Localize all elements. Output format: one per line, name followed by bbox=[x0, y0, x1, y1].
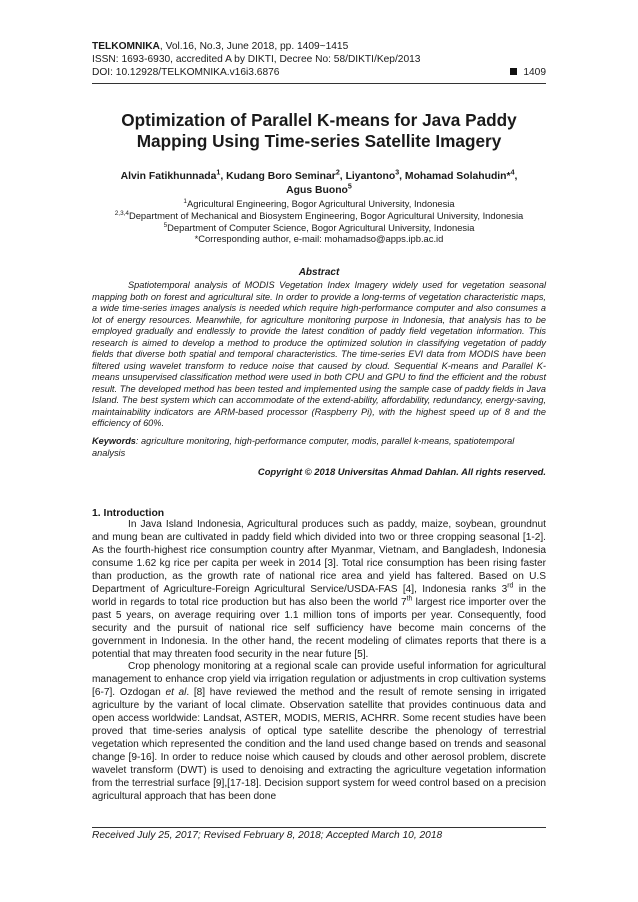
received-dates: Received July 25, 2017; Revised February 8, 2018; Accepted March 10, 2018 bbox=[92, 830, 443, 841]
ordinal-sup: th bbox=[406, 595, 413, 603]
body-text-run: largest rice importer over the past 5 years, on average requiring over 1.1 million tons of imports per year. Consequently, food security and the pursuit of national rice self sufficiency have become main concerns of the government in Indonesia. In the other hand, the recent modeling of climates reports that there is a potential that may threaten food security in the near future [5]. bbox=[92, 596, 546, 660]
author-sup: 1 bbox=[216, 169, 221, 177]
copyright-notice: Copyright © 2018 Universitas Ahmad Dahlan. All rights reserved. bbox=[257, 466, 546, 477]
affiliation-sup: 2,3,4 bbox=[114, 209, 129, 217]
keywords-text: : agriculture monitoring, high-performance computer, modis, parallel k-means, spatiotemporal analysis bbox=[92, 436, 515, 458]
body-paragraph bbox=[92, 519, 546, 661]
corresponding-author: *Corresponding author, e-mail: mohamadso@apps.ipb.ac.id bbox=[194, 233, 444, 245]
abstract-body: Spatiotemporal analysis of MODIS Vegetation Index Imagery widely used for vegetation seasonal mapping both on forest and agricultural site. In order to provide a long-terms of vegetation characteristic maps, a wide time-series images analysis is needed which require high-performance computer and also consumes a lot of energy resources. Meanwhile, for agriculture monitoring purpose in Indonesia, that analysis has to be employed gradually and endlessly to provide the latest condition of paddy field vegetation information. This research is aimed to develop a method to produce the optimized solution in classifying vegetation of paddy fields that diverse both spatial and temporal characteristics. The time-series EVI data from MODIS have been filtered using wavelet transform to reduce noise that caused by cloud. Sequential K-means and Parallel K-means unsupervised classification method were used in both CPU and GPU to find the efficient and the robust result. The developed method has been tested and implemented using the sample case of paddy fields in Java Island. The best system which can accommodate of the extend-ability, affordability, redundancy, energy-saving, maintainability indicators are ARM-based processor (Raspberry Pi), with the highest speed up of 8 and the efficiency of 60%. bbox=[92, 280, 546, 428]
journal-line bbox=[92, 40, 546, 53]
ordinal-sup: rd bbox=[507, 582, 514, 590]
author-sup: 2 bbox=[335, 169, 340, 177]
abstract-heading: Abstract bbox=[298, 267, 340, 278]
affiliation-sup: 5 bbox=[163, 221, 168, 229]
author-name: Alvin Fatikhunnada bbox=[120, 171, 217, 182]
affiliation-text: Agricultural Engineering, Bogor Agricultural University, Indonesia bbox=[186, 198, 455, 209]
affiliation-sup: 1 bbox=[183, 197, 187, 205]
affiliation-line bbox=[92, 198, 546, 210]
affiliation-text: Department of Mechanical and Biosystem Engineering, Bogor Agricultural University, Indonesia bbox=[128, 209, 524, 221]
author-name: Liyantono bbox=[345, 171, 396, 182]
section-body bbox=[92, 519, 546, 804]
author-name: Mohamad Solahudin* bbox=[404, 171, 511, 182]
affiliation-text: Department of Computer Science, Bogor Agricultural University, Indonesia bbox=[167, 221, 475, 233]
issn-line: ISSN: 1693-6930, accredited A by DIKTI, Decree No: 58/DIKTI/Kep/2013 bbox=[92, 54, 421, 65]
affiliation-line bbox=[92, 222, 546, 234]
body-text-run: . [8] have reviewed the method and the result of remote sensing in irrigated agriculture by the variant of local climate. Observation satellite that provides continuous data and open access worldwide: Landsat, ASTER, MODIS, MERIS, ACHRR. Some recent studies have been proved that time-series analysis of optical type satellite describe the phenology of terrestrial vegetation which represented the condition and the land used change based on trends and seasonal change [9-16]. In order to reduce noise which caused by clouds and other aerosol problem, discrete wavelet transform (DWT) is used to denoising and extracting the agriculture vegetation information from the terrestrial surface [9],[17-18]. Decision support system for weed control based on a precision agricultural approach that has been done bbox=[92, 687, 546, 803]
author-name: Agus Buono bbox=[286, 184, 348, 196]
affiliations bbox=[92, 198, 546, 245]
section-heading: 1. Introduction bbox=[92, 508, 165, 519]
header-rule bbox=[92, 83, 546, 84]
journal-name: TELKOMNIKA bbox=[92, 41, 160, 52]
body-paragraph bbox=[92, 661, 546, 803]
body-text-run: Crop phenology monitoring at a regional scale can provide useful information for agricultural management to enhance crop yield via irrigation regulation or adjustments in crop cultivation systems [6-7]. Ozdogan bbox=[92, 661, 546, 699]
volume-info: , Vol.16, No.3, June 2018, pp. 1409~1415 bbox=[159, 41, 349, 52]
keywords-label: Keywords bbox=[92, 436, 136, 446]
body-text-run: in the world in regards to total rice production but has also been the world 7 bbox=[92, 583, 546, 608]
doi-line: DOI: 10.12928/TELKOMNIKA.v16i3.6876 bbox=[92, 67, 280, 78]
doi-row bbox=[92, 66, 546, 79]
keywords bbox=[92, 436, 546, 459]
author-sup: 4 bbox=[510, 169, 515, 177]
footer-rule bbox=[92, 827, 546, 828]
affiliation-line bbox=[92, 210, 546, 222]
author-sup: 5 bbox=[347, 183, 352, 191]
journal-header bbox=[92, 40, 546, 79]
page-number: 1409 bbox=[523, 67, 546, 78]
author-list: Alvin Fatikhunnada$^1$, Kudang Boro Seminar$^2$, Liyantono$^3$, Mohamad Solahudin*$^4$, Agus Buono$^5$ bbox=[120, 169, 518, 196]
author-name: Kudang Boro Seminar bbox=[226, 171, 336, 182]
author-sup: 3 bbox=[395, 169, 400, 177]
italic-text: et al bbox=[165, 687, 187, 699]
square-bullet-icon bbox=[510, 68, 517, 75]
abstract-text bbox=[92, 280, 546, 430]
body-text-run: In Java Island Indonesia, Agricultural produces such as paddy, maize, soybean, groundnut and mung bean are cultivated in paddy field which divided into two or three cropping seasonal [1-2]. As the fourth-highest rice consumption country after Myanmar, Vietnam, and Bangladesh, Indonesia consume 1.62 kg rice per capita per week in 2014 [3]. Total rice consumption has been rising faster than production, as the growth rate of national rice area and yield has faltered. Based on U.S Department of Agriculture-Foreign Agricultural Service/USDA-FAS [4], Indonesia ranks 3 bbox=[92, 519, 546, 595]
page-number-block bbox=[510, 66, 546, 79]
paper-title: Optimization of Parallel K-means for Java Paddy Mapping Using Time-series Satellite Imagery bbox=[121, 110, 517, 151]
